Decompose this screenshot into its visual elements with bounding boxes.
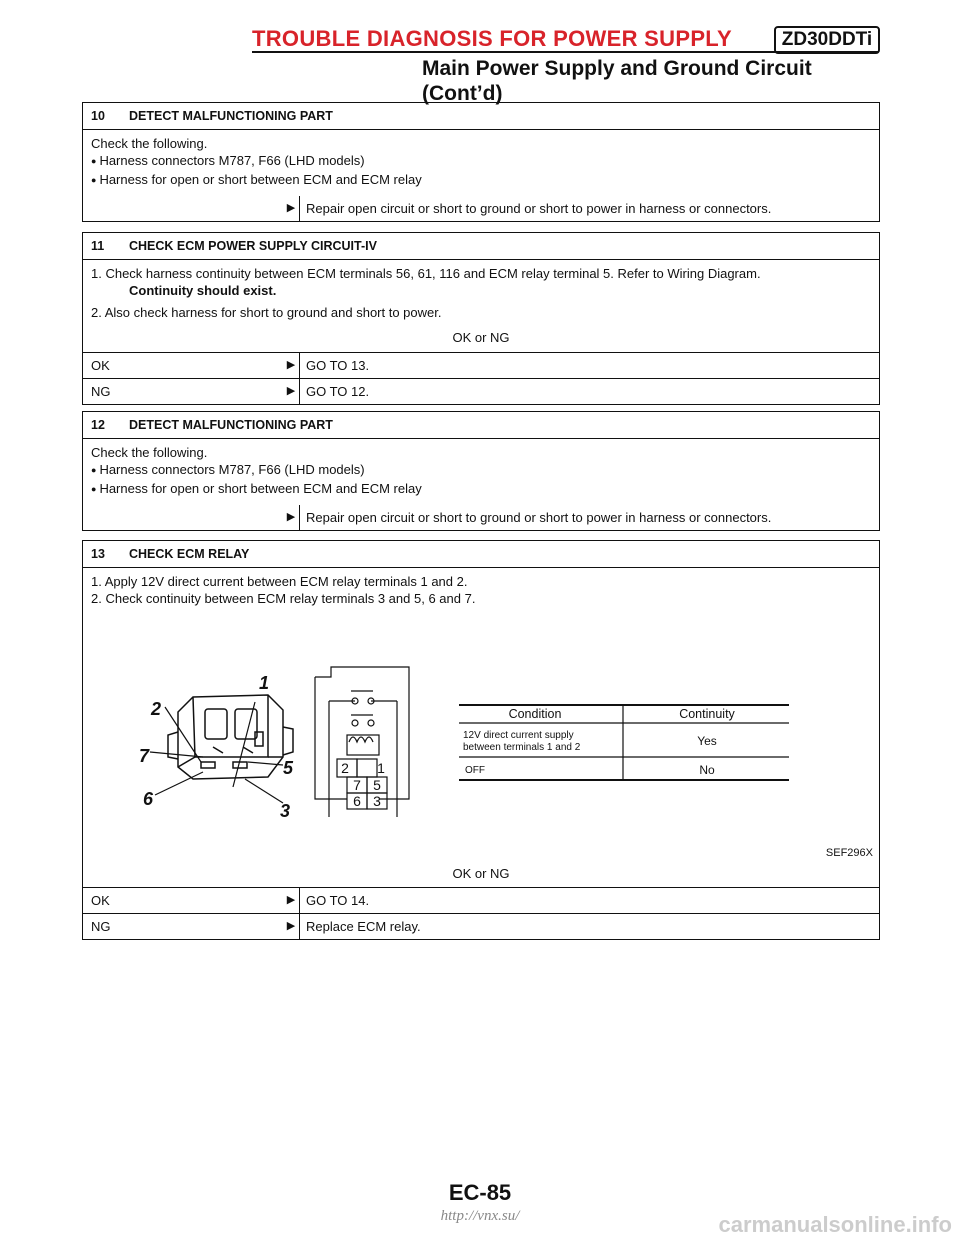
section-title: TROUBLE DIAGNOSIS FOR POWER SUPPLY	[252, 26, 732, 51]
page-number: EC-85	[448, 1180, 512, 1205]
result-text: Repair open circuit or short to ground or short to power in harness or connectors.	[299, 196, 879, 221]
engine-code-badge: ZD30DDTi	[774, 26, 880, 54]
step-number: 12	[91, 418, 105, 432]
terminal-2: 2	[341, 760, 349, 776]
table-row1-value: Yes	[697, 734, 717, 748]
step-title-text: DETECT MALFUNCTIONING PART	[129, 418, 333, 432]
ok-label: OK	[91, 358, 110, 373]
callout-1: 1	[259, 673, 270, 693]
step-11-title	[83, 233, 879, 260]
result-label	[83, 505, 283, 530]
callout-6: 6	[143, 789, 154, 809]
header-rule	[252, 51, 878, 53]
step-10-result-row	[83, 196, 879, 221]
ok-ng-label: OK or NG	[452, 866, 510, 881]
ng-result: GO TO 12.	[299, 379, 879, 404]
ng-label: NG	[91, 919, 111, 934]
arrow-right-icon: ▶	[286, 920, 296, 932]
step-title-text: CHECK ECM RELAY	[129, 547, 250, 561]
step-12-body	[83, 439, 879, 505]
relay-schematic	[315, 667, 409, 817]
ok-row	[83, 887, 879, 913]
bullet-item	[91, 152, 871, 171]
ng-result: Replace ECM relay.	[299, 914, 879, 939]
step-10-body	[83, 130, 879, 196]
table-row2-value: No	[699, 763, 715, 777]
page-subtitle	[422, 56, 812, 106]
ok-row	[83, 352, 879, 378]
step-10-title	[83, 103, 879, 130]
table-header-condition: Condition	[508, 707, 562, 721]
step-text: Check the following.	[91, 445, 208, 460]
ng-row	[83, 913, 879, 939]
terminal-6: 6	[353, 793, 361, 809]
subtitle-line-2: (Cont’d)	[422, 82, 503, 105]
step-11-box	[82, 232, 880, 405]
table-header-continuity: Continuity	[679, 707, 735, 721]
terminal-3: 3	[373, 793, 381, 809]
step-number: 11	[91, 239, 105, 253]
arrow-right-icon: ▶	[286, 385, 296, 397]
table-row2-condition: OFF	[465, 765, 485, 776]
figure-code: SEF296X	[825, 847, 873, 859]
step-text: 1. Apply 12V direct current between ECM relay terminals 1 and 2.	[91, 574, 468, 589]
step-13-title	[83, 541, 879, 568]
step-number: 10	[91, 109, 105, 123]
spec-text: Continuity should exist.	[129, 283, 277, 298]
bullet-item	[91, 461, 871, 480]
step-title-text: DETECT MALFUNCTIONING PART	[129, 109, 333, 123]
step-text: 2. Check continuity between ECM relay terminals 3 and 5, 6 and 7.	[91, 591, 476, 606]
ng-row	[83, 378, 879, 404]
watermark: carmanualsonline.info	[718, 1212, 952, 1237]
bullet-text: Harness for open or short between ECM and ECM relay	[99, 172, 422, 187]
subtitle-line-1: Main Power Supply and Ground Circuit	[422, 57, 812, 80]
step-13-body	[83, 568, 879, 607]
step-text: 2. Also check harness for short to ground and short to power.	[91, 305, 442, 320]
result-label	[83, 196, 283, 221]
step-12-box	[82, 411, 880, 531]
source-url[interactable]: http://vnx.su/	[440, 1208, 520, 1224]
table-row1-condition-b: between terminals 1 and 2	[463, 742, 581, 753]
step-12-title	[83, 412, 879, 439]
terminal-7: 7	[353, 777, 361, 793]
result-text: Repair open circuit or short to ground or short to power in harness or connectors.	[299, 505, 879, 530]
ok-result: GO TO 13.	[299, 353, 879, 378]
step-13-box	[82, 540, 880, 940]
step-11-body	[83, 260, 879, 352]
table-row1-condition-a: 12V direct current supply	[463, 730, 574, 741]
terminal-1: 1	[377, 760, 385, 776]
arrow-right-icon: ▶	[286, 202, 296, 214]
step-text: Check the following.	[91, 136, 208, 151]
step-10-box	[82, 102, 880, 222]
callout-5: 5	[283, 758, 294, 778]
arrow-right-icon: ▶	[286, 359, 296, 371]
callout-3: 3	[280, 801, 291, 821]
ok-ng-label: OK or NG	[452, 330, 510, 345]
ok-result: GO TO 14.	[299, 888, 879, 913]
terminal-5: 5	[373, 777, 381, 793]
relay-body-sketch	[168, 695, 293, 779]
arrow-right-icon: ▶	[286, 511, 296, 523]
step-text: 1. Check harness continuity between ECM terminals 56, 61, 116 and ECM relay terminal 5. Refer to Wiring Diagram.	[91, 266, 761, 281]
step-12-result-row	[83, 505, 879, 530]
bullet-text: Harness connectors M787, F66 (LHD models)	[99, 153, 365, 168]
callout-7: 7	[139, 746, 150, 766]
bullet-item	[91, 480, 871, 499]
bullet-item	[91, 171, 871, 190]
relay-diagram	[83, 607, 879, 861]
ng-label: NG	[91, 384, 111, 399]
bullet-text: Harness connectors M787, F66 (LHD models)	[99, 462, 365, 477]
relay-figure	[83, 607, 879, 861]
bullet-text: Harness for open or short between ECM and ECM relay	[99, 481, 422, 496]
step-title-text: CHECK ECM POWER SUPPLY CIRCUIT-IV	[129, 239, 377, 253]
step-number: 13	[91, 547, 105, 561]
ok-label: OK	[91, 893, 110, 908]
callout-2: 2	[151, 699, 162, 719]
arrow-right-icon: ▶	[286, 894, 296, 906]
